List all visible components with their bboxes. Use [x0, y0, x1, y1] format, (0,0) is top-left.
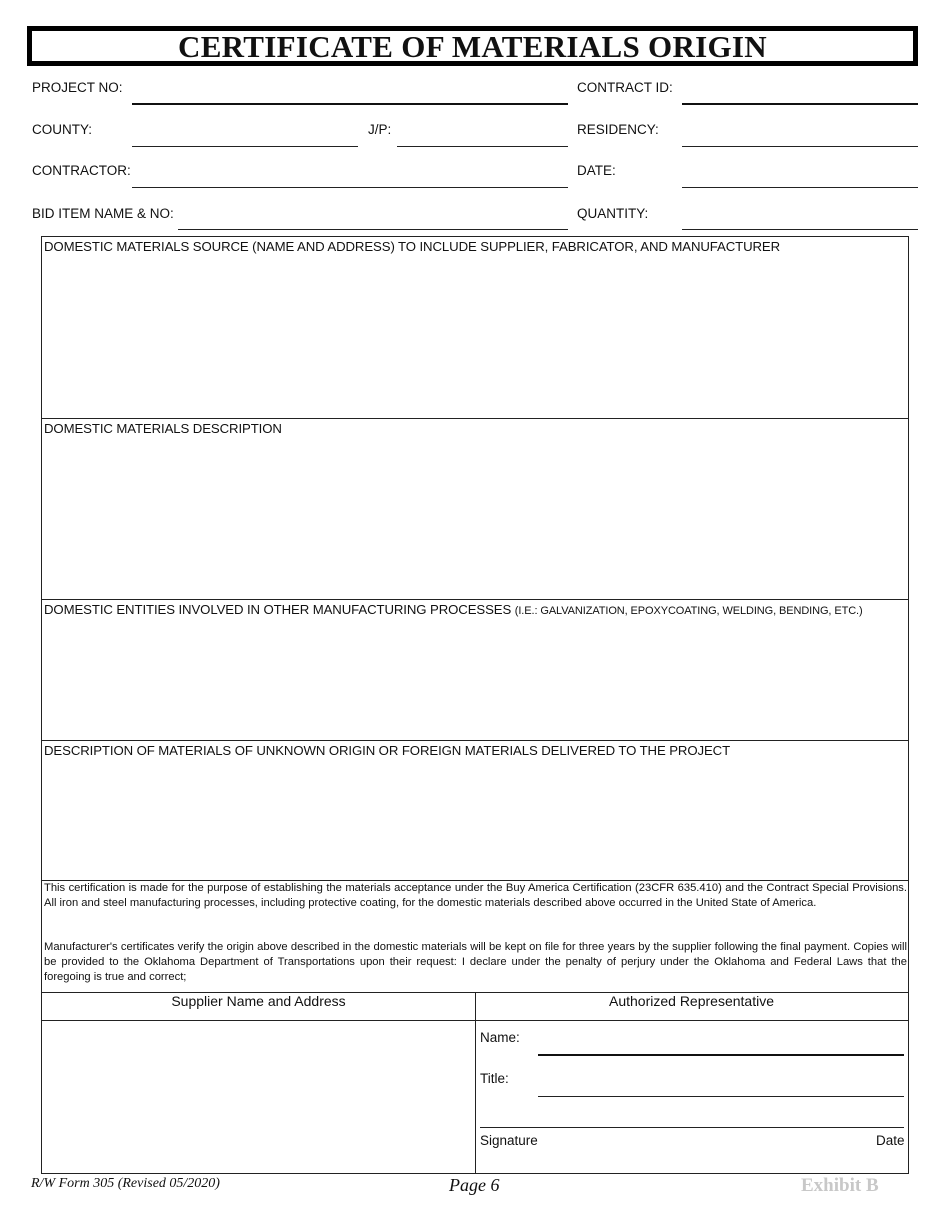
- source-box[interactable]: [41, 236, 909, 419]
- signature-column-divider: [475, 992, 476, 1173]
- supplier-name-address-field[interactable]: [43, 1021, 474, 1173]
- certification-box: [41, 880, 909, 1174]
- source-heading: DOMESTIC MATERIALS SOURCE (NAME AND ADDRESS) TO INCLUDE SUPPLIER, FABRICATOR, AND MANUFACTURER: [44, 239, 781, 254]
- contract-id-field[interactable]: [682, 103, 918, 105]
- project-no-field[interactable]: [132, 103, 568, 105]
- name-label: Name:: [480, 1030, 520, 1045]
- certification-paragraph-2: Manufacturer's certificates verify the origin above described in the domestic materials will be kept on file for three years by the supplier following the final payment. Copies will be provided to the Oklahoma Department of Transportations upon their request: I declare under the penalty of perjury under the Oklahoma and Federal Laws that the foregoing is true and correct;: [44, 941, 907, 983]
- entities-heading-text: DOMESTIC ENTITIES INVOLVED IN OTHER MANUFACTURING PROCESSES: [44, 602, 512, 617]
- entities-box[interactable]: [41, 599, 909, 741]
- page-number: Page 6: [449, 1175, 500, 1195]
- exhibit-label: Exhibit B: [801, 1175, 879, 1196]
- entities-heading: [44, 603, 863, 617]
- date-field[interactable]: [682, 187, 918, 188]
- date-sign-label: Date: [876, 1133, 905, 1148]
- title-label: Title:: [480, 1071, 509, 1086]
- supplier-header: Supplier Name and Address: [171, 993, 346, 1009]
- quantity-label: QUANTITY:: [577, 206, 649, 221]
- page-title: CERTIFICATE OF MATERIALS ORIGIN: [178, 28, 767, 64]
- foreign-heading: DESCRIPTION OF MATERIALS OF UNKNOWN ORIGIN OR FOREIGN MATERIALS DELIVERED TO THE PROJECT: [44, 743, 731, 758]
- certification-paragraph-1: This certification is made for the purpose of establishing the materials acceptance under the Buy America Certification (23CFR 635.410) and the Contract Special Provisions. All iron and steel manufacturing processes, including protective coating, for the domestic materials described above occurred in the United State of America.: [44, 882, 907, 909]
- title-field[interactable]: [538, 1096, 904, 1097]
- jp-label: J/P:: [368, 122, 392, 137]
- name-field[interactable]: [538, 1054, 904, 1056]
- description-box[interactable]: [41, 418, 909, 600]
- title-box: [27, 26, 918, 66]
- county-field[interactable]: [132, 146, 358, 147]
- contractor-field[interactable]: [132, 187, 568, 188]
- signature-label: Signature: [480, 1133, 538, 1148]
- bid-item-label: BID ITEM NAME & NO:: [32, 206, 174, 221]
- residency-field[interactable]: [682, 146, 918, 147]
- rep-header: Authorized Representative: [609, 993, 774, 1009]
- residency-label: RESIDENCY:: [577, 122, 659, 137]
- date-label: DATE:: [577, 163, 616, 178]
- quantity-field[interactable]: [682, 229, 918, 230]
- signature-field[interactable]: [480, 1127, 904, 1128]
- county-label: COUNTY:: [32, 122, 93, 137]
- project-no-label: PROJECT NO:: [32, 80, 123, 95]
- form-id: R/W Form 305 (Revised 05/2020): [31, 1176, 220, 1191]
- contractor-label: CONTRACTOR:: [32, 163, 131, 178]
- contract-id-label: CONTRACT ID:: [577, 80, 673, 95]
- entities-heading-note: (I.E.: GALVANIZATION, EPOXYCOATING, WELDING, BENDING, ETC.): [514, 605, 863, 617]
- jp-field[interactable]: [397, 146, 568, 147]
- foreign-box[interactable]: [41, 740, 909, 881]
- bid-item-field[interactable]: [178, 229, 568, 230]
- description-heading: DOMESTIC MATERIALS DESCRIPTION: [44, 421, 282, 436]
